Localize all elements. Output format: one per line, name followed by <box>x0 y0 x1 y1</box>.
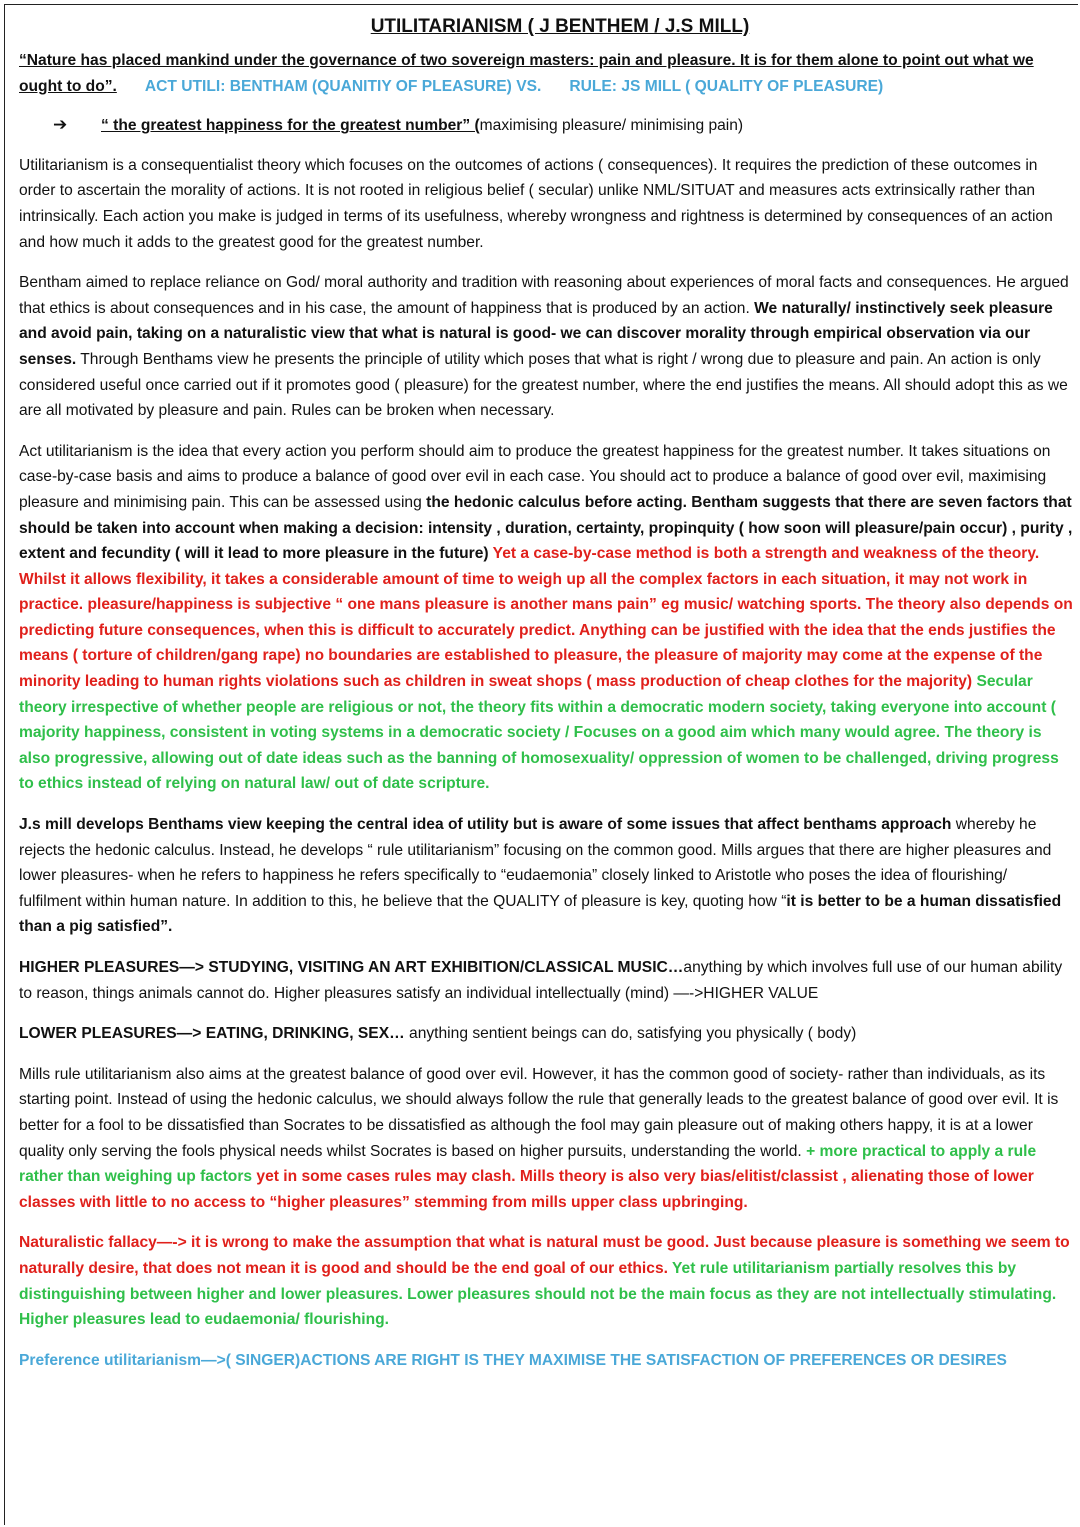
act-strengths: Secular theory irrespective of whether people are religious or not, the theory fits within a democratic modern society, taking everyone into account ( majority happiness, consistent in voting systems in a democratic society / Focuses on a good aim which many would agree. The theory is also progressive, allowing out of date ideas such as the banning of homosexuality/ oppression of women to be challenged, driving progress to ethics instead of relying on natural law/ out of date scripture. <box>19 673 1059 793</box>
higher-pleasures-text: anything by which involves full use of our human ability to reason, things animals cannot do. Higher pleasures satisfy an individual intellectually (mind) —->HIGHER VALUE <box>19 959 1063 1002</box>
greatest-happiness-row <box>19 112 1073 139</box>
act-utili-label: ACT UTILI: BENTHAM (QUANITIY OF PLEASURE) VS. <box>144 77 542 95</box>
rule-strength: + more practical to apply a rule rather than weighing up factors <box>19 1142 1037 1186</box>
paragraph-mill <box>19 812 1073 940</box>
bentham-quote-paragraph <box>19 48 1073 99</box>
greatest-happiness-note: maximising pleasure/ minimising pain) <box>479 117 744 135</box>
paragraph-bentham <box>19 270 1073 424</box>
document-page <box>4 4 1078 1525</box>
greatest-happiness-quote: “ the greatest happiness for the greatest number” ( <box>101 117 480 135</box>
paragraph-lower-pleasures <box>19 1021 1073 1047</box>
bentham-intro: Bentham aimed to replace reliance on God/ moral authority and tradition with reasoning about experiences of moral facts and consequences. He argued that ethics is about consequences and in his case, the amount of happiness that is produced by an action. <box>19 274 1069 317</box>
rule-label: RULE: JS MILL ( QUALITY OF PLEASURE) <box>569 77 884 95</box>
rule-weakness: yet in some cases rules may clash. Mills theory is also very bias/elitist/classist , alienating those of lower classes with little to no access to “higher pleasures” stemming from mills upper class upbringing. <box>19 1168 1034 1211</box>
paragraph-act-utilitarianism <box>19 439 1073 797</box>
page-title: UTILITARIANISM ( J BENTHEM / J.S MILL) <box>370 16 750 37</box>
mill-quote: it is better to be a human dissatisfied than a pig satisfied”. <box>19 892 1062 936</box>
bentham-quote: “Nature has placed mankind under the governance of two sovereign masters: pain and pleasure. It is for them alone to point out what we ought to do”. <box>19 52 1034 95</box>
paragraph-higher-pleasures <box>19 955 1073 1006</box>
document-content <box>19 13 1073 1388</box>
hedonic-calculus: the hedonic calculus before acting. Bentham suggests that there are seven factors that should be taken into account when making a decision: intensity , duration, certainty, propinquity ( how soon will pleasure/pain occur) , purity , extent and fecundity ( will it lead to more pleasure in the future) <box>19 493 1073 563</box>
naturalistic-fallacy-response: Yet rule utilitarianism partially resolves this by distinguishing between higher and lower pleasures. Lower pleasures should not be the main focus as they are not intellectually stimulating. Higher pleasures lead to eudaemonia/ flourishing. <box>19 1259 1057 1329</box>
mill-rule-utilitarianism: whereby he rejects the hedonic calculus. Instead, he develops “ rule utilitarianism” focusing on the common good. Mills argues that there are higher pleasures and lower pleasures- when he refers to happiness he refers specifically to “eudaemonia” closely linked to Aristotle who poses the idea of flourishing/ fulfilment within human nature. In addition to this, he believe that the QUALITY of pleasure is key, quoting how “ <box>19 816 1052 910</box>
lower-pleasures-text: anything sentient beings can do, satisfying you physically ( body) <box>404 1025 857 1043</box>
act-intro: Act utilitarianism is the idea that every action you perform should aim to produce the greatest happiness for the greatest number. It takes situations on case-by-case basis and aims to produce a balance of good over evil in each case. You should act to produce a balance of good over evil, maximising pleasure and minimising pain. This can be assessed using <box>19 442 1051 511</box>
bentham-naturalistic-view: We naturally/ instinctively seek pleasure and avoid pain, taking on a naturalistic view that what is natural is good- we can discover morality through empirical observation via our senses. <box>19 299 1053 368</box>
paragraph-consequentialism: Utilitarianism is a consequentialist theory which focuses on the outcomes of actions ( consequences). It requires the prediction of these outcomes in order to ascertain the morality of actions. It is not rooted in religious belief ( secular) unlike NML/SITUAT and measures acts extrinsically rather than intrinsically. Each action you make is judged in terms of its usefulness, whereby wrongness and rightness is determined by consequences of an action and how much it adds to the greatest good for the greatest number. <box>19 156 1053 251</box>
greatest-happiness-text <box>101 113 743 139</box>
arrow-right-icon: ➔ <box>53 115 68 135</box>
mill-intro: J.s mill develops Benthams view keeping the central idea of utility but is aware of some issues that affect benthams approach <box>19 816 952 834</box>
lower-pleasures-label: LOWER PLEASURES—> EATING, DRINKING, SEX… <box>19 1025 405 1043</box>
higher-pleasures-label: HIGHER PLEASURES—> STUDYING, VISITING AN ART EXHIBITION/CLASSICAL MUSIC… <box>19 959 684 976</box>
bentham-principle-utility: Through Benthams view he presents the principle of utility which poses that what is right / wrong due to pleasure and pain. An action is only considered useful once carried out if it promotes good ( pleasure) for the greatest number, where the end justifies the means. All should adopt this as we are all motivated by pleasure and pain. Rules can be broken when necessary. <box>19 350 1068 420</box>
act-weaknesses: Yet a case-by-case method is both a strength and weakness of the theory. Whilst it allows flexibility, it takes a considerable amount of time to weigh up all the complex factors in each situation, it may not work in practice. pleasure/happiness is subjective “ one mans pleasure is another mans pain” eg music/ watching sports. The theory also depends on predicting future consequences, when this is difficult to accurately predict. Anything can be justified with the idea that the ends justifies the means ( torture of children/gang rape) no boundaries are established to pleasure, the pleasure of majority may come at the expense of the minority leading to human rights violations such as children in sweat shops ( mass production of cheap clothes for the majority) <box>19 545 1073 691</box>
rule-intro: Mills rule utilitarianism also aims at the greatest balance of good over evil. However, it has the common good of society- rather than individuals, as its starting point. Instead of using the hedonic calculus, we should always follow the rule that generally leads to the greatest balance of good over evil. It is better for a fool to be dissatisfied than Socrates to be dissatisfied as although the fool may gain pleasure out of making others happy, it is at a lower quality only serving the fools physical needs whilst Socrates is based on higher pursuits, understanding the world. <box>19 1065 1059 1160</box>
paragraph-rule-utilitarianism <box>19 1062 1073 1216</box>
paragraph-preference-utilitarianism: Preference utilitarianism—>( SINGER)ACTIONS ARE RIGHT IS THEY MAXIMISE THE SATISFACTION OF PREFERENCES OR DESIRES <box>19 1351 1007 1369</box>
naturalistic-fallacy: Naturalistic fallacy—-> it is wrong to make the assumption that what is natural must be good. Just because pleasure is something we seem to naturally desire, that does not mean it is good and should be the end goal of our ethics. <box>19 1234 1070 1277</box>
paragraph-naturalistic-fallacy <box>19 1230 1073 1332</box>
